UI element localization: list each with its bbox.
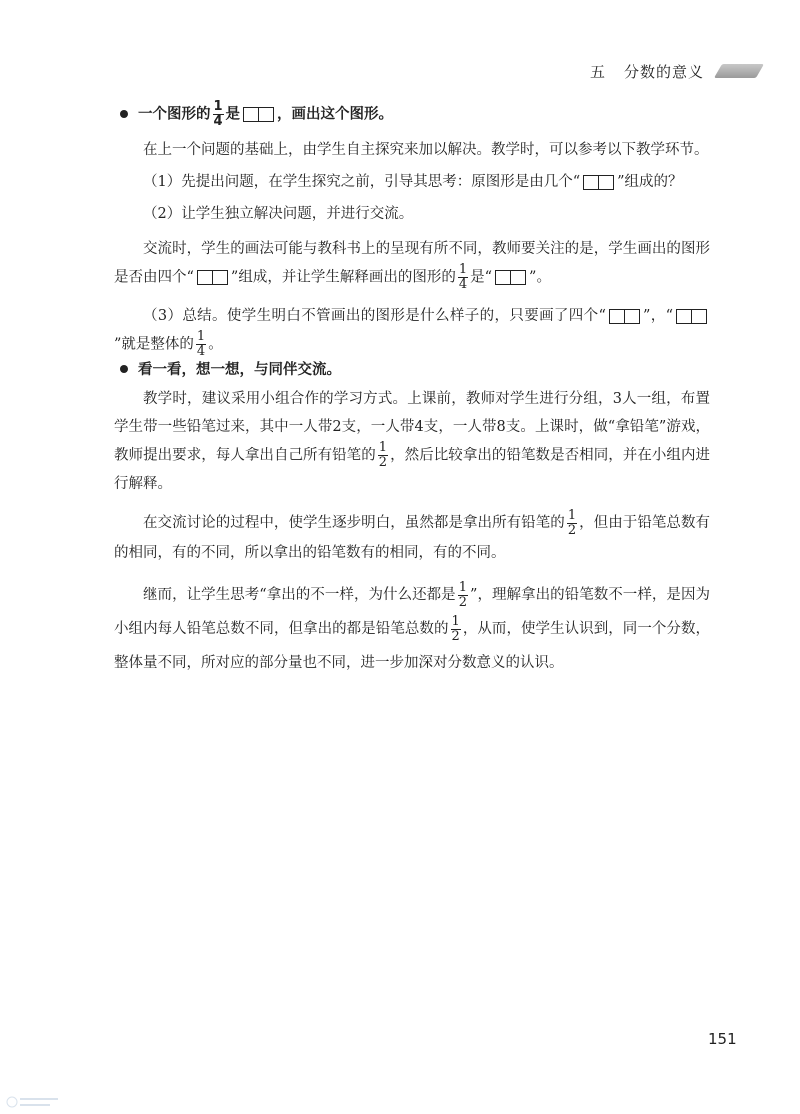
fraction-one-quarter: $\frac{1}{4}$ bbox=[213, 99, 223, 129]
paragraph-step-1: （1）先提出问题，在学生探究之前，引导其思考：原图形是由几个“ ”组成的？ bbox=[143, 174, 683, 190]
fraction-one-half: $\frac{1}{2}$ bbox=[378, 440, 388, 470]
fraction-one-half: $\frac{1}{2}$ bbox=[567, 507, 577, 538]
paragraph-pencil-game: 教学时，建议采用小组合作的学习方式。上课前，教师对学生进行分组，3人一组，布置学生带一些铅笔过来，其中一人带2支，一人带4支，一人带8支。上课时，做“拿铅笔”游戏，教师提出要求，每人拿出自己所有铅笔的 $\frac{1}{2}$ ，然后比较拿出的铅笔数是否相同，并在小组内进行解释。 bbox=[114, 391, 711, 492]
bullet-icon bbox=[120, 110, 128, 118]
two-square-shape-icon bbox=[495, 270, 526, 285]
bullet-icon bbox=[120, 365, 128, 373]
paragraph-conclusion: 继而，让学生思考“拿出的不一样，为什么还都是 $\frac{1}{2}$ ”，理解拿出的铅笔数不一样，是因为小组内每人铅笔总数不同，但拿出的都是铅笔总数的 $\frac{1}{2}$ ，从而，使学生认识到，同一个分数，整体量不同，所对应的部分量也不同，进一步加深对分数意义的认识。 bbox=[114, 579, 711, 671]
fraction-one-half: $\frac{1}{2}$ bbox=[458, 579, 467, 610]
chapter-heading bbox=[590, 61, 704, 82]
page-body bbox=[114, 100, 710, 680]
page-number: 151 bbox=[708, 1030, 737, 1048]
section-heading-1: 一个图形的 $\frac{1}{4}$ 是 ，画出这个图形。 bbox=[114, 100, 710, 129]
header-tab-decoration bbox=[714, 64, 764, 78]
fraction-one-quarter: $\frac{1}{4}$ bbox=[196, 329, 206, 359]
paragraph-step-3: （3）总结。使学生明白不管画出的图形是什么样子的，只要画了四个“ ”，“ ”就是整体的 $\frac{1}{4}$ 。 bbox=[114, 302, 710, 359]
watermark-logo-icon bbox=[6, 1094, 62, 1110]
fraction-one-quarter: $\frac{1}{4}$ bbox=[458, 262, 468, 292]
paragraph-step-2: （2）让学生独立解决问题，并进行交流。 bbox=[143, 206, 414, 222]
two-square-shape-icon bbox=[609, 309, 640, 324]
chapter-number: 五 bbox=[589, 62, 606, 81]
two-square-shape-icon bbox=[676, 309, 707, 324]
two-square-shape-icon bbox=[583, 175, 614, 190]
section-heading-2: 看一看，想一想，与同伴交流。 bbox=[114, 359, 710, 381]
two-square-shape-icon bbox=[197, 270, 228, 285]
paragraph-intro: 在上一个问题的基础上，由学生自主探究来加以解决。教学时，可以参考以下教学环节。 bbox=[143, 142, 709, 158]
fraction-one-half: $\frac{1}{2}$ bbox=[451, 613, 460, 644]
paragraph-exchange: 交流时，学生的画法可能与教科书上的呈现有所不同，教师要关注的是，学生画出的图形是否由四个“ ”组成，并让学生解释画出的图形的 $\frac{1}{4}$ 是“ ”。 bbox=[114, 241, 710, 292]
page-header bbox=[590, 60, 760, 82]
paragraph-discussion: 在交流讨论的过程中，使学生逐步明白，虽然都是拿出所有铅笔的 $\frac{1}{2}$ ，但由于铅笔总数有的相同，有的不同，所以拿出的铅笔数有的相同，有的不同。 bbox=[114, 507, 711, 561]
chapter-title: 分数的意义 bbox=[623, 62, 704, 81]
two-square-shape-icon bbox=[243, 107, 274, 122]
